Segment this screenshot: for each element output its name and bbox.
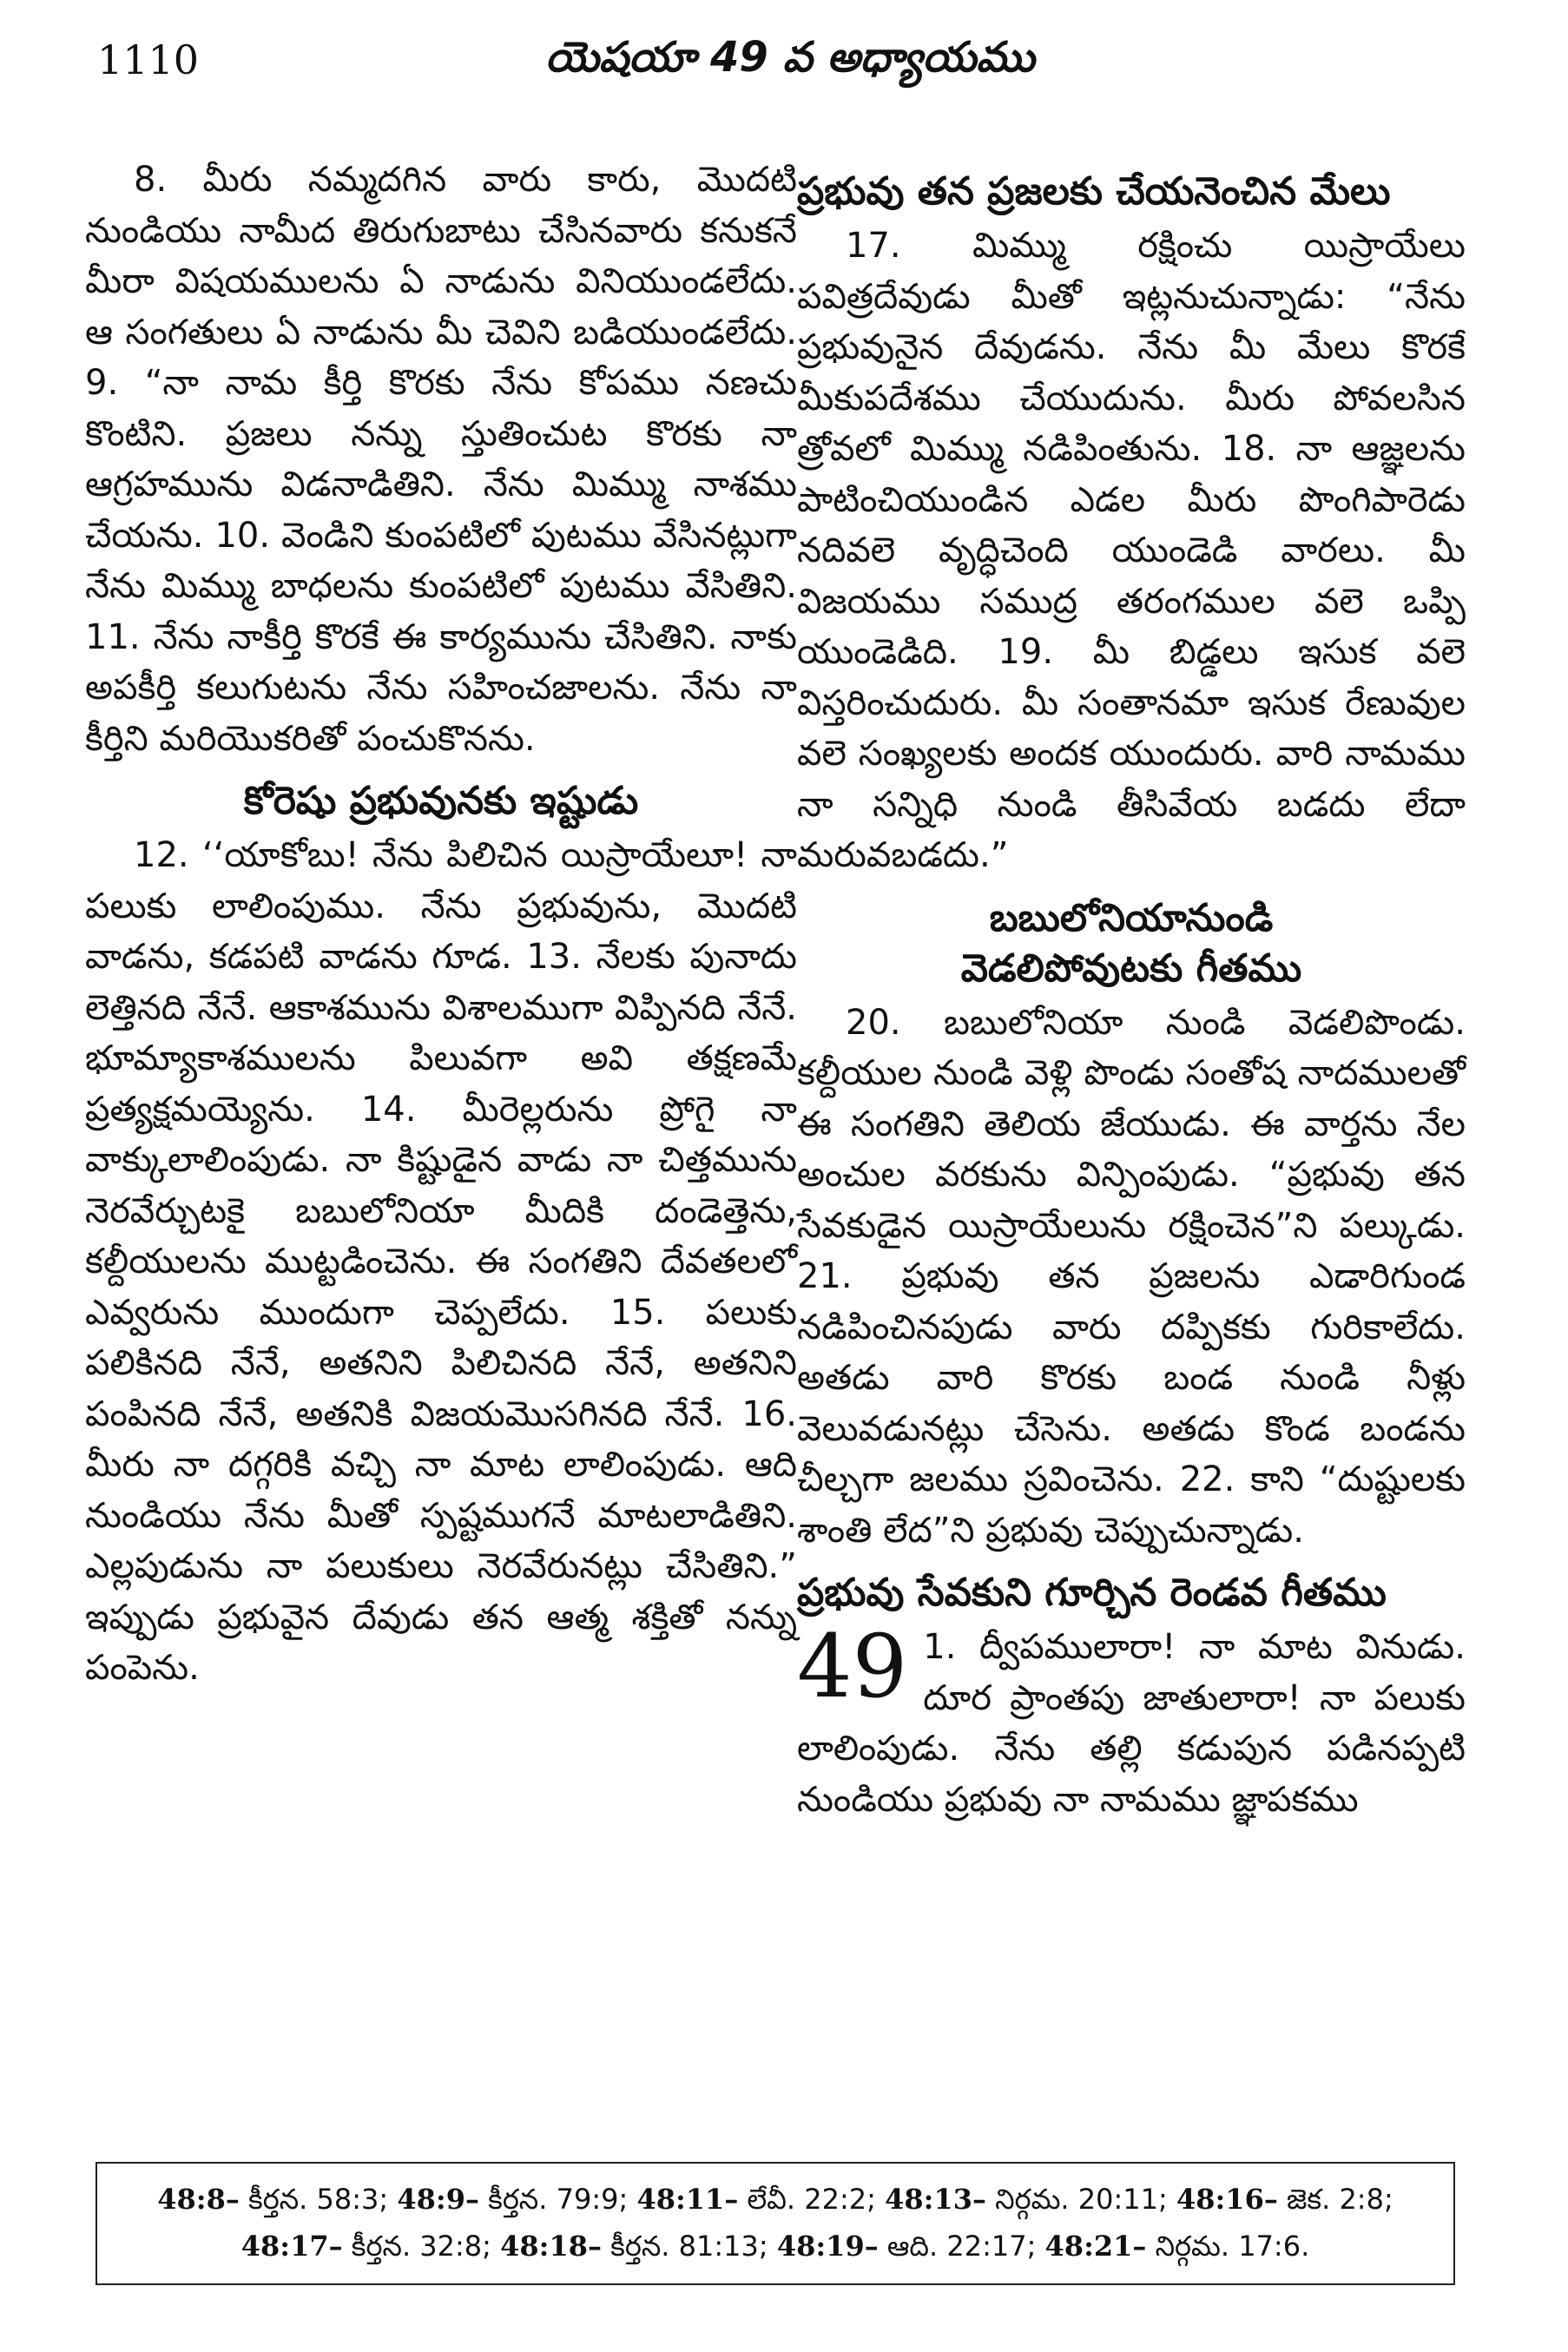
footnote-text: నిర్గమ. 20:11; bbox=[995, 2183, 1168, 2216]
footnote-text: ఆది. 22:17; bbox=[886, 2230, 1037, 2263]
left-column bbox=[85, 155, 797, 1694]
footnote-text: కీర్తన. 79:9; bbox=[488, 2183, 629, 2216]
chapter-number: 49 bbox=[797, 1616, 908, 1717]
chapter-start bbox=[797, 1616, 1466, 1825]
footnote-ref: 48:17– bbox=[240, 2230, 343, 2263]
verse-paragraph-20-22: 20. బబులోనియా నుండి వెడలిపొండు. కల్దీయుల నుండి వెళ్లి పొండు సంతోష నాదములతో ఈ సంగతిని తెలియ జేయుడు. ఈ వార్తను నేల అంచుల వరకును విన్పింపుడు. “ప్రభువు తన సేవకుడైన యిస్రాయేలును రక్షించెన”ని పల్కుడు. 21. ప్రభువు తన ప్రజలను ఎడారిగుండ నడిపించినపుడు వారు దప్పికకు గురికాలేదు. అతడు వారి కొరకు బండ నుండి నీళ్లు వెలువడునట్లు చేసెను. అతడు కొండ బండను చీల్చగా జలము స్రవించెను. 22. కాని “దుష్టులకు శాంతి లేద”ని ప్రభువు చెప్పుచున్నాడు. bbox=[797, 1002, 1466, 1551]
footnote-ref: 48:19– bbox=[776, 2230, 879, 2263]
section-heading-babylon bbox=[797, 893, 1466, 994]
footnote-text: నిర్గమ. 17:6. bbox=[1155, 2230, 1310, 2263]
footnote-text: లేవీ. 22:2; bbox=[747, 2183, 876, 2216]
section-heading-servant-song: ప్రభువు సేవకుని గూర్చిన రెండవ గీతము bbox=[797, 1571, 1387, 1615]
section-heading-blessing: ప్రభువు తన ప్రజలకు చేయనెంచిన మేలు bbox=[797, 169, 1391, 214]
right-column bbox=[797, 155, 1466, 1825]
running-title: యెషయా 49 వ అధ్యాయము bbox=[545, 33, 1035, 82]
page-number: 1110 bbox=[97, 36, 200, 83]
cross-reference-box bbox=[96, 2162, 1455, 2285]
section-heading-cyrus: కోరెషు ప్రభువునకు ఇష్టుడు bbox=[243, 779, 639, 823]
footnote-ref: 48:16– bbox=[1176, 2183, 1278, 2216]
footnote-ref: 48:18– bbox=[500, 2230, 602, 2263]
footnote-ref: 48:21– bbox=[1044, 2230, 1147, 2263]
footnote-ref: 48:13– bbox=[885, 2183, 986, 2216]
section-heading-babylon-line1: బబులోనియానుండి bbox=[989, 895, 1274, 940]
footnote-text: కీర్తన. 58:3; bbox=[248, 2183, 389, 2216]
footnote-text: కీర్తన. 81:13; bbox=[610, 2230, 768, 2263]
footnote-ref: 48:11– bbox=[636, 2183, 739, 2216]
verse-paragraph-8-11: 8. మీరు నమ్మదగిన వారు కారు, మొదటి నుండియు నామీద తిరుగుబాటు చేసినవారు కనుకనే మీరా విషయములను ఏ నాడును వినియుండలేదు. ఆ సంగతులు ఏ నాడును మీ చెవిని బడియుండలేదు. 9. “నా నామ కీర్తి కొరకు నేను కోపము నణచు కొంటిని. ప్రజలు నన్ను స్తుతించుట కొరకు నా ఆగ్రహమును విడనాడితిని. నేను మిమ్ము నాశము చేయను. 10. వెండిని కుంపటిలో పుటము వేసినట్లుగా నేను మిమ్ము బాధలను కుంపటిలో పుటము వేసితిని. 11. నేను నాకీర్తి కొరకే ఈ కార్యమును చేసితిని. నాకు అపకీర్తి కలుగుటను నేను సహించజాలను. నేను నా కీర్తిని మరియొకరితో పంచుకొనను. bbox=[85, 160, 797, 759]
footnote-text: జెక. 2:8; bbox=[1287, 2183, 1393, 2216]
verse-paragraph-12-16: 12. ‘‘యాకోబు! నేను పిలిచిన యిస్రాయేలూ! నా పలుకు లాలింపుము. నేను ప్రభువును, మొదటి వాడను, కడపటి వాడను గూడ. 13. నేలకు పునాదు లెత్తినది నేనే. ఆకాశమును విశాలముగా విప్పినది నేనే. భూమ్యాకాశములను పిలువగా అవి తక్షణమే ప్రత్యక్షమయ్యెను. 14. మీరెల్లరును ప్రోగై నా వాక్కులాలింపుడు. నా కిష్టుడైన వాడు నా చిత్తమును నెరవేర్చుటకై బబులోనియా మీదికి దండెత్తెను, కల్దీయులను ముట్టడించెను. ఈ సంగతిని దేవతలలో ఎవ్వరును ముందుగా చెప్పలేదు. 15. పలుకు పలికినది నేనే, అతనిని పిలిచినది నేనే, అతనిని పంపినది నేనే, అతనికి విజయమొసగినది నేనే. 16. మీరు నా దగ్గరికి వచ్చి నా మాట లాలింపుడు. ఆది నుండియు నేను మీతో స్పష్టముగనే మాటలాడితిని. ఎల్లపుడును నా పలుకులు నెరవేరునట్లు చేసితిని.” ఇప్పుడు ప్రభువైన దేవుడు తన ఆత్మ శక్తితో నన్ను పంపెను. bbox=[85, 835, 797, 1688]
verse-paragraph-17-19: 17. మిమ్ము రక్షించు యిస్రాయేలు పవిత్రదేవుడు మీతో ఇట్లనుచున్నాడు: “నేను ప్రభువునైన దేవుడను. నేను మీ మేలు కొరకే మీకుపదేశము చేయుదును. మీరు పోవలసిన త్రోవలో మిమ్ము నడిపింతును. 18. నా ఆజ్ఞలను పాటించియుండిన ఎడల మీరు పొంగిపారెడు నదివలె వృద్ధిచెంది యుండెడి వారలు. మీ విజయము సముద్ర తరంగముల వలె ఒప్పి యుండెడిది. 19. మీ బిడ్డలు ఇసుక వలె విస్తరించుదురు. మీ సంతానమా ఇసుక రేణువుల వలె సంఖ్యలకు అందక యుందురు. వారి నామము నా సన్నిధి నుండి తీసివేయ బడదు లేదా మరువబడదు.” bbox=[797, 226, 1466, 875]
footnote-text: కీర్తన. 32:8; bbox=[351, 2230, 491, 2263]
section-heading-babylon-line2: వెడలిపోవుటకు గీతము bbox=[960, 945, 1302, 991]
verse-paragraph-49-1: 1. ద్వీపములారా! నా మాట వినుడు. దూర ప్రాంతపు జాతులారా! నా పలుకు లాలింపుడు. నేను తల్లి కడుపున పడినప్పటి నుండియు ప్రభువు నా నామము జ్ఞాపకము bbox=[797, 1627, 1466, 1820]
footnote-ref: 48:8– bbox=[157, 2183, 240, 2216]
footnote-ref: 48:9– bbox=[397, 2183, 479, 2216]
page-header bbox=[0, 0, 1568, 130]
